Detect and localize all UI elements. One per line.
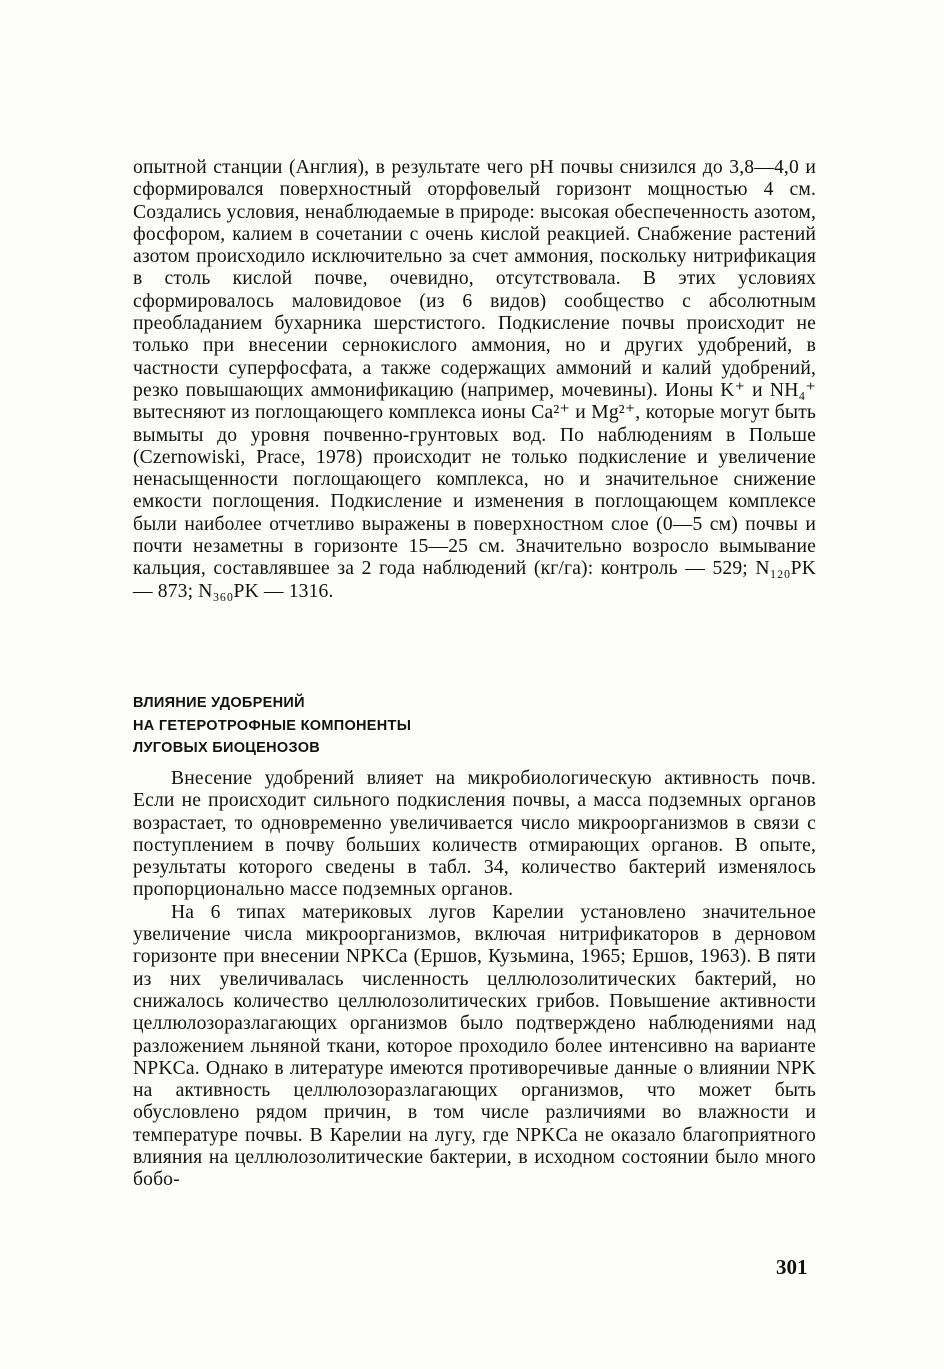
continuation-paragraph: опытной станции (Англия), в результате чего pH почвы снизился до 3,8—4,0 и сформировался поверхностный оторфовелый горизонт мощностью 4 см. Создались условия, ненаблюдаемые в природе: высокая обеспеченность азотом, фосфором, калием в сочетании с очень кислой реакцией. Снабжение растений азотом происходило исключительно за счет аммония, поскольку нитрификация в столь кислой почве, очевидно, отсутствовала. В этих условиях сформировалось маловидовое (из 6 видов) сообщество с абсолютным преобладанием бухарника шерстистого. Подкисление почвы происходит не только при внесении сернокислого аммония, но и других удобрений, в частности суперфосфата, а также содержащих аммоний и калий удобрений, резко повышающих аммонификацию (например, мочевины). Ионы K⁺ и NH₄⁺ вытесняют из поглощающего комплекса ионы Ca²⁺ и Mg²⁺, которые могут быть вымыты до уровня почвенно-грунтовых вод. По наблюдениям в Польше (Czernowiski, Prace, 1978) происходит не только подкисление и увеличение ненасыщенности поглощающего комплекса, но и значительное снижение емкости поглощения. Подкисление и изменения в поглощающем комплексе были наиболее отчетливо выражены в поверхностном слое (0—5 см) почвы и почти незаметны в горизонте 15—25 см. Значительно возросло вымывание кальция, составлявшее за 2 года наблюдений (кг/га): контроль — 529; N₁₂₀PK — 873; N₃₆₀PK — 1316.: [133, 157, 816, 602]
section-heading-line-2: НА ГЕТЕРОТРОФНЫЕ КОМПОНЕНТЫ: [133, 717, 412, 734]
section-heading: [133, 692, 653, 760]
section-body: [133, 768, 816, 1192]
page-number: 301: [776, 1255, 808, 1279]
section-paragraph-1: Внесение удобрений влияет на микробиологическую активность почв. Если не происходит сильного подкисления почвы, а масса подземных органов возрастает, то одновременно увеличивается число микроорганизмов в связи с поступлением в почву больших количеств отмирающих органов. В опыте, результаты которого сведены в табл. 34, количество бактерий изменялось пропорционально массе подземных органов.: [133, 768, 816, 901]
continuation-paragraph-block: [133, 157, 816, 603]
section-heading-line-3: ЛУГОВЫХ БИОЦЕНОЗОВ: [133, 740, 321, 756]
section-paragraph-2: На 6 типах материковых лугов Карелии установлено значительное увеличение числа микроорганизмов, включая нитрификаторов в дерновом горизонте при внесении NPKCa (Ершов, Кузьмина, 1965; Ершов, 1963). В пяти из них увеличивалась численность целлюлозолитических бактерий, но снижалось количество целлюлозолитических грибов. Повышение активности целлюлозоразлагающих организмов было подтверждено наблюдениями над разложением льняной ткани, которое проходило более интенсивно на варианте NPKCa. Однако в литературе имеются противоречивые данные о влиянии NPK на активность целлюлозоразлагающих организмов, что может быть обусловлено рядом причин, в том числе различиями во влажности и температуре почвы. В Карелии на лугу, где NPKCa не оказало благоприятного влияния на целлюлозолитические бактерии, в исходном состоянии было много бобо-: [133, 901, 816, 1191]
section-heading-line-1: ВЛИЯНИЕ УДОБРЕНИЙ: [133, 695, 305, 711]
